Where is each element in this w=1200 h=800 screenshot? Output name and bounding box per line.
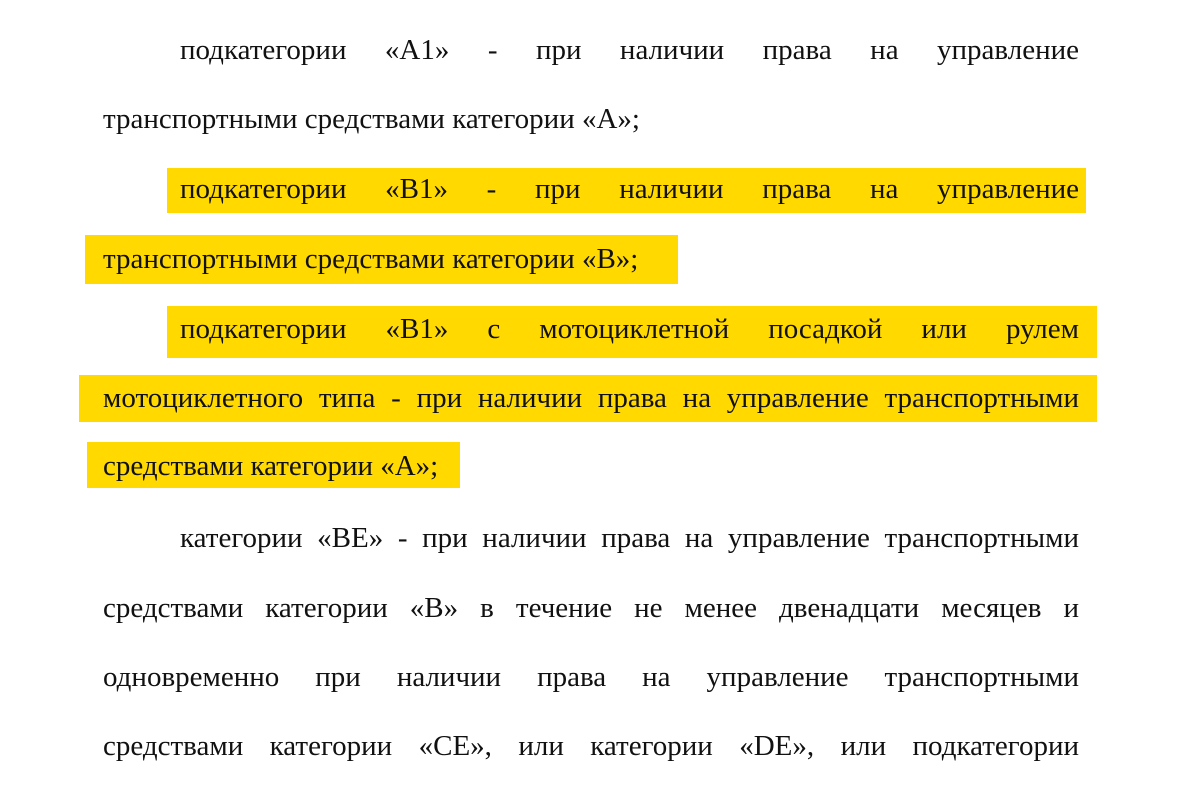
text-line: средствами категории «CE», или категории «DE», или подкатегории [103, 730, 1079, 762]
text-line: средствами категории «B» в течение не менее двенадцати месяцев и [103, 592, 1079, 624]
highlighted-text-line: подкатегории «B1» с мотоциклетной посадкой или рулем [180, 313, 1079, 345]
text-line: категории «BE» - при наличии права на управление транспортными [180, 522, 1079, 554]
text-line: одновременно при наличии права на управление транспортными [103, 661, 1079, 693]
highlighted-text-line: средствами категории «A»; [103, 450, 439, 482]
highlighted-text-line: подкатегории «B1» - при наличии права на управление [180, 173, 1079, 205]
text-line: транспортными средствами категории «A»; [103, 103, 640, 135]
text-line: подкатегории «A1» - при наличии права на управление [180, 34, 1079, 66]
highlighted-text-line: мотоциклетного типа - при наличии права на управление транспортными [103, 382, 1079, 414]
highlighted-text-line: транспортными средствами категории «B»; [103, 243, 639, 275]
